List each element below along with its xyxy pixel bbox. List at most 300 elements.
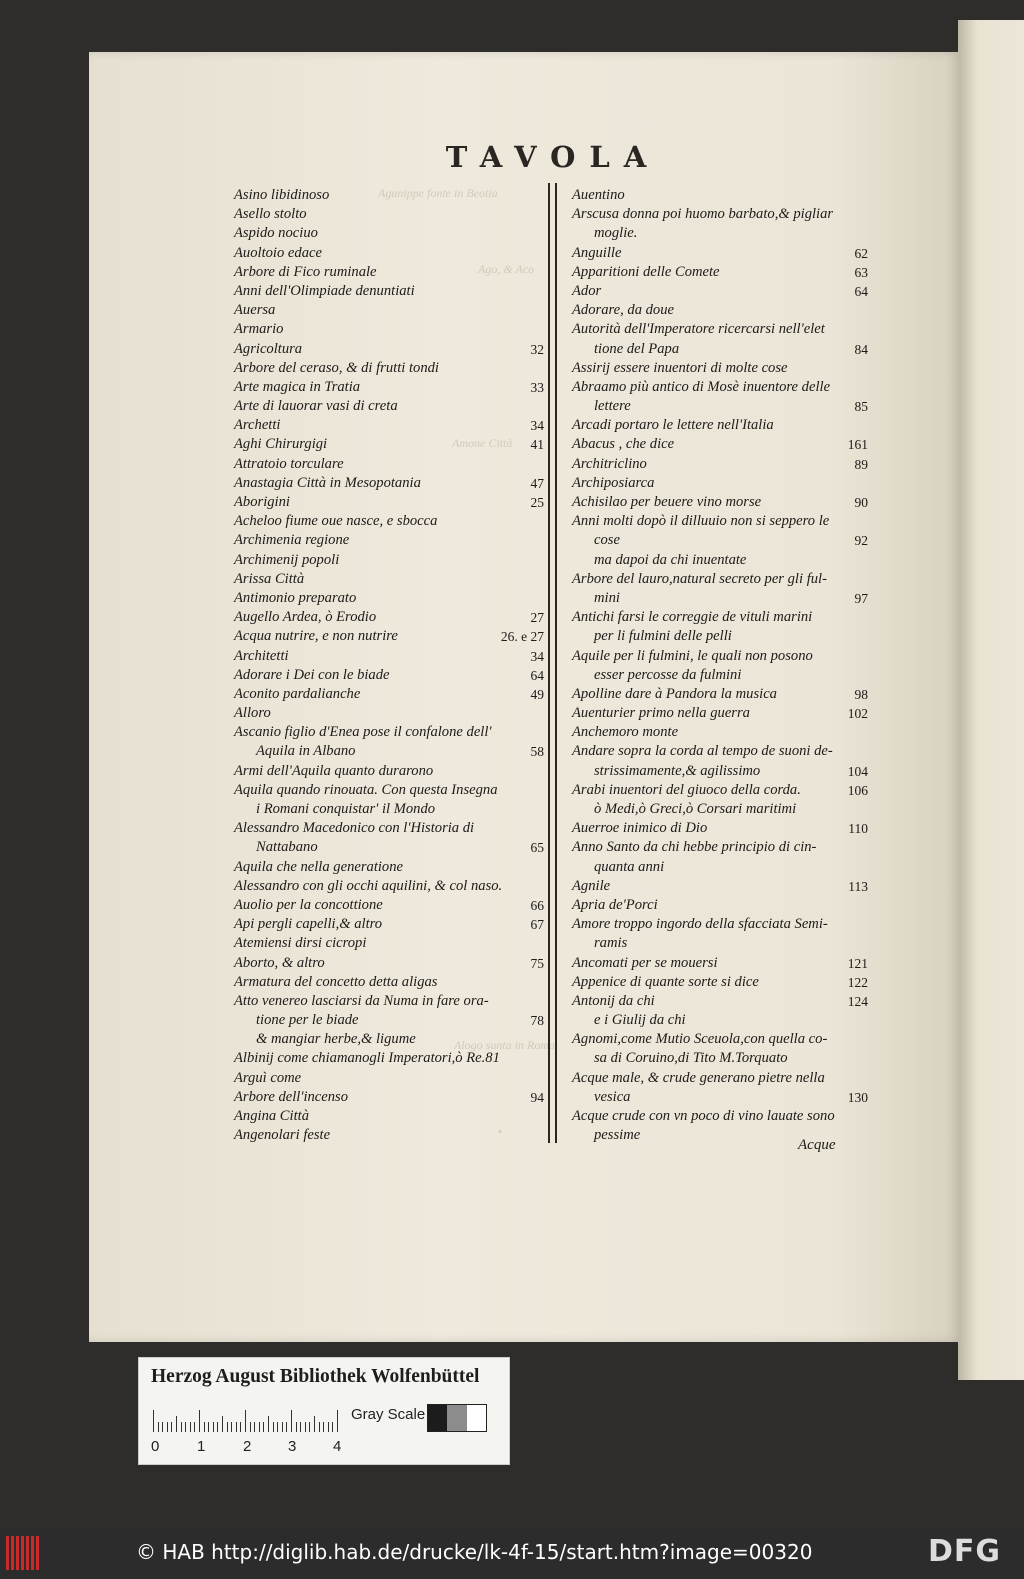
ruler-tick xyxy=(277,1422,278,1432)
index-entry xyxy=(234,858,544,877)
ruler-tick xyxy=(240,1422,241,1432)
index-entry xyxy=(234,781,544,800)
index-entry xyxy=(572,570,868,589)
index-entry-text: Ascanio figlio d'Enea pose il confalone dell' xyxy=(234,724,492,741)
bleed-through-text: Ago, & Aco xyxy=(478,262,535,276)
index-entry-page: 75 xyxy=(530,955,544,971)
ruler-number: 3 xyxy=(288,1438,297,1455)
index-entry xyxy=(234,1107,544,1126)
index-entry-text: Aborto, & altro xyxy=(234,954,325,971)
index-entry-page: 113 xyxy=(848,878,868,894)
index-entry xyxy=(234,973,544,992)
index-entry xyxy=(572,915,868,934)
index-entry-text: Anchemoro monte xyxy=(572,724,679,741)
index-entry xyxy=(234,877,544,896)
index-entry xyxy=(234,224,544,243)
index-entry xyxy=(572,455,868,474)
index-entry xyxy=(234,551,544,570)
index-entry xyxy=(572,973,868,992)
index-entry xyxy=(572,992,868,1011)
index-entry-page: 106 xyxy=(847,782,868,798)
index-entry-text: per li fulmini delle pelli xyxy=(594,628,732,645)
index-entry-text: Arabi inuentori del giuoco della corda. xyxy=(572,781,801,798)
index-entry xyxy=(572,1069,868,1088)
catchword: Acque xyxy=(798,1137,836,1153)
ruler-number: 1 xyxy=(197,1438,206,1455)
index-entry xyxy=(572,493,868,512)
index-entry xyxy=(234,416,544,435)
ruler-tick xyxy=(268,1416,269,1432)
index-column-left xyxy=(234,186,544,1145)
index-entry-text: Abacus , che dice xyxy=(572,436,675,453)
index-entry-text: Aborigini xyxy=(234,494,290,510)
index-entry xyxy=(572,378,868,397)
index-entry-text: Anguille xyxy=(572,244,622,261)
index-entry-text: Asello stolto xyxy=(234,206,307,223)
index-entry-page: 27 xyxy=(530,610,544,626)
index-entry-text: Atto venereo lasciarsi da Numa in fare ora- xyxy=(234,992,489,1009)
index-entry-page: 84 xyxy=(854,341,868,357)
index-entry xyxy=(234,570,544,589)
ruler-tick xyxy=(291,1410,292,1432)
index-entry-page: 62 xyxy=(854,245,868,261)
ruler-number: 2 xyxy=(243,1438,252,1455)
ruler-tick xyxy=(227,1422,228,1432)
index-entry xyxy=(234,742,544,761)
ruler-tick xyxy=(222,1416,223,1432)
index-entry-page: 102 xyxy=(847,706,868,722)
index-entry-text: Auersa xyxy=(234,302,276,319)
index-entry-text: e i Giulij da chi xyxy=(594,1012,686,1029)
index-entry xyxy=(234,282,544,301)
index-entry xyxy=(234,704,544,723)
ruler-tick xyxy=(185,1422,186,1432)
index-entry-page: 90 xyxy=(854,495,868,510)
footer-copyright-link[interactable]: © HAB http://diglib.hab.de/drucke/lk-4f-15/start.htm?image=00320 xyxy=(136,1540,813,1564)
index-entry xyxy=(572,340,868,359)
index-entry-text: Archiposiarca xyxy=(572,474,655,491)
index-entry xyxy=(572,531,868,550)
index-entry-text: Arbore di Fico ruminale xyxy=(234,263,377,280)
index-entry-page: 63 xyxy=(854,264,868,280)
index-entry xyxy=(234,359,544,378)
index-entry-page: 64 xyxy=(530,667,544,683)
index-entry xyxy=(234,647,544,666)
index-entry xyxy=(234,1049,544,1068)
index-entry-text: ramis xyxy=(594,935,628,952)
index-entry xyxy=(572,685,868,704)
index-entry xyxy=(572,858,868,877)
index-entry-text: Angina Città xyxy=(234,1108,309,1124)
ruler-tick xyxy=(176,1416,177,1432)
bleed-through-text: Aganippe fonte in Beotia xyxy=(378,186,498,200)
index-entry xyxy=(234,685,544,704)
index-entry-text: Achisilao per beuere vino morse xyxy=(572,494,762,510)
ruler-tick xyxy=(273,1422,274,1432)
index-entry-text: Architetti xyxy=(234,647,289,664)
index-entry xyxy=(234,723,544,742)
index-entry-text: ò Medi,ò Greci,ò Corsari maritimi xyxy=(594,801,797,817)
index-entry xyxy=(572,224,868,243)
index-entry-text: Atemiensi dirsi cicropi xyxy=(234,935,367,952)
index-entry-page: 65 xyxy=(530,840,544,856)
index-entry xyxy=(234,244,544,263)
index-entry xyxy=(234,800,544,819)
logo-bar xyxy=(31,1536,34,1570)
index-entry-page: 25 xyxy=(530,495,544,510)
index-entry xyxy=(572,397,868,416)
index-entry-page: 49 xyxy=(530,686,544,702)
ruler-tick xyxy=(213,1422,214,1432)
index-entry-text: Archimenij popoli xyxy=(234,551,340,568)
index-entry-text: Auentino xyxy=(572,187,625,203)
index-entry-page: 66 xyxy=(530,897,544,913)
index-entry-text: Angenolari feste xyxy=(234,1127,331,1144)
index-entry xyxy=(572,359,868,378)
index-entry xyxy=(234,896,544,915)
index-entry xyxy=(572,800,868,819)
index-entry-text: Acque male, & crude generano pietre nella xyxy=(572,1069,825,1086)
ruler-tick xyxy=(153,1410,154,1432)
ruler-tick xyxy=(217,1422,218,1432)
bleed-through-text: Amone Città xyxy=(452,436,513,450)
index-entry-text: Asino libidinoso xyxy=(234,187,330,203)
index-entry-page: 94 xyxy=(530,1089,544,1105)
index-entry xyxy=(572,435,868,454)
index-entry xyxy=(572,627,868,646)
index-entry-text: Acqua nutrire, e non nutrire xyxy=(234,628,398,645)
logo-bar xyxy=(26,1536,29,1570)
ruler-tick xyxy=(199,1410,200,1432)
index-entry-text: Apparitioni delle Comete xyxy=(572,263,720,280)
index-entry xyxy=(572,512,868,531)
index-entry-text: Armatura del concetto detta aligas xyxy=(234,973,438,990)
ruler-tick xyxy=(309,1422,310,1432)
index-entry-page: 26. e 27 xyxy=(500,629,544,645)
logo-bar xyxy=(6,1536,9,1570)
index-entry-text: Arte di lauorar vasi di creta xyxy=(234,398,398,415)
index-entry xyxy=(572,551,868,570)
index-entry-text: Autorità dell'Imperatore ricercarsi nell'elet xyxy=(572,321,825,338)
ruler-tick xyxy=(162,1422,163,1432)
index-entry-text: Anni molti dopò il dilluuio non si seppero le xyxy=(572,513,830,530)
index-entry-page: 110 xyxy=(848,821,868,837)
index-entry-text: Archetti xyxy=(234,417,281,434)
index-entry xyxy=(572,1107,868,1126)
index-entry-text: Aquila in Albano xyxy=(256,743,356,760)
index-entry-text: Archimenia regione xyxy=(234,532,350,549)
logo-bar xyxy=(21,1536,24,1570)
index-entry-text: Auoltoio edace xyxy=(234,244,322,261)
ruler-tick xyxy=(167,1422,168,1432)
index-entry xyxy=(572,416,868,435)
ruler-tick xyxy=(190,1422,191,1432)
index-entry-text: Adorare i Dei con le biade xyxy=(234,666,390,683)
index-entry-text: Anno Santo da chi hebbe principio di cin- xyxy=(572,839,817,856)
ruler-tick xyxy=(296,1422,297,1432)
index-entry xyxy=(572,762,868,781)
index-entry xyxy=(572,608,868,627)
index-entry-text: Antonij da chi xyxy=(572,992,655,1009)
index-entry-page: 33 xyxy=(530,379,544,395)
index-entry xyxy=(572,263,868,282)
gray-scale-swatches xyxy=(427,1404,487,1432)
index-entry-page: 97 xyxy=(854,590,868,606)
index-entry-text: Albinij come chiamanogli Imperatori,ò Re.81 xyxy=(234,1050,500,1067)
index-entry-page: 34 xyxy=(530,418,544,434)
ruler-tick xyxy=(231,1422,232,1432)
index-entry-text: quanta anni xyxy=(594,858,665,875)
ruler-tick xyxy=(250,1422,251,1432)
index-entry xyxy=(572,838,868,857)
index-entry xyxy=(572,954,868,973)
index-entry-text: Apria de'Porci xyxy=(572,896,658,913)
index-entry-text: Arte magica in Tratia xyxy=(234,378,361,395)
index-entry-page: 130 xyxy=(847,1089,868,1105)
index-entry-text: tione per le biade xyxy=(256,1012,359,1029)
index-entry-text: Nattabano xyxy=(256,839,318,856)
index-entry-text: Alessandro con gli occhi aquilini, & col naso. xyxy=(234,877,503,894)
index-entry-page: 122 xyxy=(847,974,868,990)
index-entry xyxy=(572,320,868,339)
index-entry-text: Agricoltura xyxy=(234,340,303,357)
ruler-tick xyxy=(314,1416,315,1432)
index-entry-text: Arissa Città xyxy=(234,570,305,587)
index-entry xyxy=(234,455,544,474)
ruler-tick xyxy=(204,1422,205,1432)
index-entry-text: Aspido nociuo xyxy=(234,225,318,242)
index-entry xyxy=(234,608,544,627)
page-smudge: ◦ xyxy=(498,1126,502,1138)
ruler-tick xyxy=(332,1422,333,1432)
footer-bar xyxy=(0,1528,1024,1579)
index-entry-text: Abraamo più antico di Mosè inuentore delle xyxy=(572,378,831,395)
index-entry-text: Antimonio preparato xyxy=(234,589,357,606)
ruler-tick xyxy=(158,1422,159,1432)
index-entry-text: esser percosse da fulmini xyxy=(594,666,742,683)
index-entry xyxy=(234,1088,544,1107)
index-entry-page: 161 xyxy=(847,437,868,453)
index-entry-page: 104 xyxy=(847,763,868,779)
ruler-tick xyxy=(337,1410,338,1432)
index-entry-text: Architriclino xyxy=(572,455,647,472)
facing-page-edge xyxy=(958,20,1024,1380)
dfg-logo: DFG xyxy=(928,1534,1002,1569)
index-entry xyxy=(234,474,544,493)
index-entry-text: Arcadi portaro le lettere nell'Italia xyxy=(572,417,774,434)
index-entry xyxy=(234,340,544,359)
index-entry-text: Augello Ardea, ò Erodio xyxy=(234,609,377,626)
index-entry xyxy=(234,378,544,397)
index-entry-page: 89 xyxy=(854,456,868,472)
index-entry-text: Aquila che nella generatione xyxy=(234,858,403,875)
index-entry xyxy=(572,934,868,953)
index-entry-text: Attratoio torculare xyxy=(234,455,344,472)
index-entry-text: Ancomati per se mouersi xyxy=(572,954,718,971)
index-entry-text: & mangiar herbe,& ligume xyxy=(256,1031,416,1048)
ruler-tick xyxy=(282,1422,283,1432)
index-entry-page: 78 xyxy=(530,1013,544,1029)
index-entry-text: mini xyxy=(594,589,620,606)
column-divider xyxy=(548,183,557,1143)
index-entry xyxy=(572,1049,868,1068)
index-entry-text: Assirij essere inuentori di molte cose xyxy=(572,359,788,376)
index-entry xyxy=(234,493,544,512)
index-entry xyxy=(572,781,868,800)
index-entry xyxy=(572,723,868,742)
index-entry xyxy=(572,647,868,666)
index-entry xyxy=(234,531,544,550)
index-entry-text: Anni dell'Olimpiade denuntiati xyxy=(234,282,415,299)
index-column-right xyxy=(572,186,868,1145)
index-entry xyxy=(572,186,868,205)
ruler-tick xyxy=(208,1422,209,1432)
index-entry xyxy=(234,397,544,416)
ruler-tick xyxy=(236,1422,237,1432)
index-entry-text: Appenice di quante sorte si dice xyxy=(572,973,759,990)
index-entry-text: Adorare, da doue xyxy=(572,302,675,319)
index-entry xyxy=(234,934,544,953)
ruler-tick xyxy=(328,1422,329,1432)
hab-logo-icon xyxy=(6,1536,46,1570)
index-entry-text: pessime xyxy=(594,1127,641,1144)
index-entry-page: 124 xyxy=(847,993,868,1009)
index-entry-page: 121 xyxy=(847,955,868,971)
index-entry xyxy=(572,205,868,224)
index-entry xyxy=(234,762,544,781)
logo-bar xyxy=(11,1536,14,1570)
index-entry xyxy=(572,1088,868,1107)
index-entry-text: cose xyxy=(594,532,620,549)
index-entry xyxy=(234,320,544,339)
logo-bar xyxy=(16,1536,19,1570)
index-entry xyxy=(234,301,544,320)
index-entry xyxy=(572,877,868,896)
index-entry-page: 92 xyxy=(854,533,868,549)
index-entry-text: Auenturier primo nella guerra xyxy=(572,705,750,722)
index-entry-page: 58 xyxy=(530,744,544,760)
index-entry xyxy=(234,992,544,1011)
ruler-tick xyxy=(323,1422,324,1432)
ruler-tick xyxy=(319,1422,320,1432)
index-entry xyxy=(572,1011,868,1030)
index-entry-page: 64 xyxy=(854,283,868,299)
scale-ruler xyxy=(153,1410,338,1432)
card-title: Herzog August Bibliothek Wolfenbüttel xyxy=(151,1366,480,1387)
index-entry-text: i Romani conquistar' il Mondo xyxy=(256,801,436,817)
color-reference-card xyxy=(138,1357,510,1465)
ruler-tick xyxy=(300,1422,301,1432)
index-entry xyxy=(234,589,544,608)
index-entry xyxy=(234,819,544,838)
index-entry-page: 41 xyxy=(530,437,544,453)
index-entry-text: Andare sopra la corda al tempo de suoni de- xyxy=(572,743,833,760)
index-entry xyxy=(234,1030,544,1049)
index-entry-text: Aghi Chirurgigi xyxy=(234,436,328,453)
index-entry-text: lettere xyxy=(594,398,631,415)
ruler-tick xyxy=(194,1422,195,1432)
index-entry xyxy=(572,589,868,608)
logo-bar xyxy=(36,1536,39,1570)
index-entry xyxy=(572,742,868,761)
index-entry-text: Anastagia Città in Mesopotania xyxy=(234,474,421,491)
index-entry xyxy=(234,627,544,646)
index-entry-page: 34 xyxy=(530,648,544,664)
index-entry-text: ma dapoi da chi inuentate xyxy=(594,551,747,568)
index-entry xyxy=(234,263,544,282)
index-entry-text: Aconito pardalianche xyxy=(234,685,361,702)
index-entry-text: tione del Papa xyxy=(594,340,680,357)
index-entry xyxy=(234,186,544,205)
index-entry-page: 47 xyxy=(530,475,544,491)
ruler-number: 4 xyxy=(333,1438,342,1455)
index-entry-text: Api pergli capelli,& altro xyxy=(234,916,383,933)
index-entry xyxy=(234,205,544,224)
index-entry xyxy=(234,838,544,857)
index-entry xyxy=(234,954,544,973)
index-entry-text: Agnile xyxy=(572,877,611,894)
index-entry-text: vesica xyxy=(594,1088,631,1105)
index-entry-text: Ador xyxy=(572,282,602,299)
index-entry xyxy=(572,666,868,685)
page-title: TAVOLA xyxy=(445,140,661,174)
index-entry xyxy=(234,435,544,454)
ruler-tick xyxy=(171,1422,172,1432)
index-entry-text: Armario xyxy=(234,321,284,338)
index-entry-page: 67 xyxy=(530,917,544,933)
index-entry-text: Arscusa donna poi huomo barbato,& pigliar xyxy=(572,206,834,223)
index-entry-text: strissimamente,& agilissimo xyxy=(594,762,761,779)
index-entry-text: Aquile per li fulmini, le quali non posono xyxy=(572,647,813,664)
index-entry-text: moglie. xyxy=(594,225,638,242)
index-entry xyxy=(234,512,544,531)
gray-scale-label: Gray Scale xyxy=(351,1406,426,1423)
index-entry-text: Acque crude con vn poco di vino lauate sono xyxy=(572,1108,835,1124)
index-entry-text: Antichi farsi le correggie de vituli marini xyxy=(572,609,813,626)
ruler-tick xyxy=(263,1422,264,1432)
index-entry xyxy=(572,1030,868,1049)
ruler-number: 0 xyxy=(151,1438,160,1455)
index-entry-text: Auerroe inimico di Dio xyxy=(572,820,708,837)
index-entry-text: Armi dell'Aquila quanto durarono xyxy=(234,762,434,779)
index-entry-text: Agnomi,come Mutio Sceuola,con quella co- xyxy=(572,1031,828,1048)
ruler-tick xyxy=(286,1422,287,1432)
index-entry-text: Arguì come xyxy=(234,1069,302,1086)
index-entry xyxy=(572,474,868,493)
index-entry-text: Apolline dare à Pandora la musica xyxy=(572,685,777,702)
index-entry-text: Alloro xyxy=(234,705,271,722)
index-entry xyxy=(572,704,868,723)
index-entry xyxy=(234,666,544,685)
index-entry xyxy=(572,282,868,301)
ruler-tick xyxy=(259,1422,260,1432)
ruler-tick xyxy=(254,1422,255,1432)
index-entry-page: 85 xyxy=(854,399,868,415)
index-entry-text: Aquila quando rinouata. Con questa Insegna xyxy=(234,781,498,798)
index-entry-text: Auolio per la concottione xyxy=(234,896,383,913)
bleed-through-text: Alogo sunta in Roma xyxy=(454,1038,555,1052)
index-entry-page: 32 xyxy=(530,341,544,357)
index-entry-text: Arbore dell'incenso xyxy=(234,1088,349,1105)
index-entry xyxy=(234,915,544,934)
index-entry xyxy=(234,1069,544,1088)
index-entry-page: 98 xyxy=(854,686,868,702)
ruler-tick xyxy=(245,1410,246,1432)
index-entry-text: Acheloo fiume oue nasce, e sbocca xyxy=(234,513,438,530)
ruler-tick xyxy=(305,1422,306,1432)
index-entry xyxy=(572,819,868,838)
index-entry-text: Amore troppo ingordo della sfacciata Semi- xyxy=(572,916,828,933)
